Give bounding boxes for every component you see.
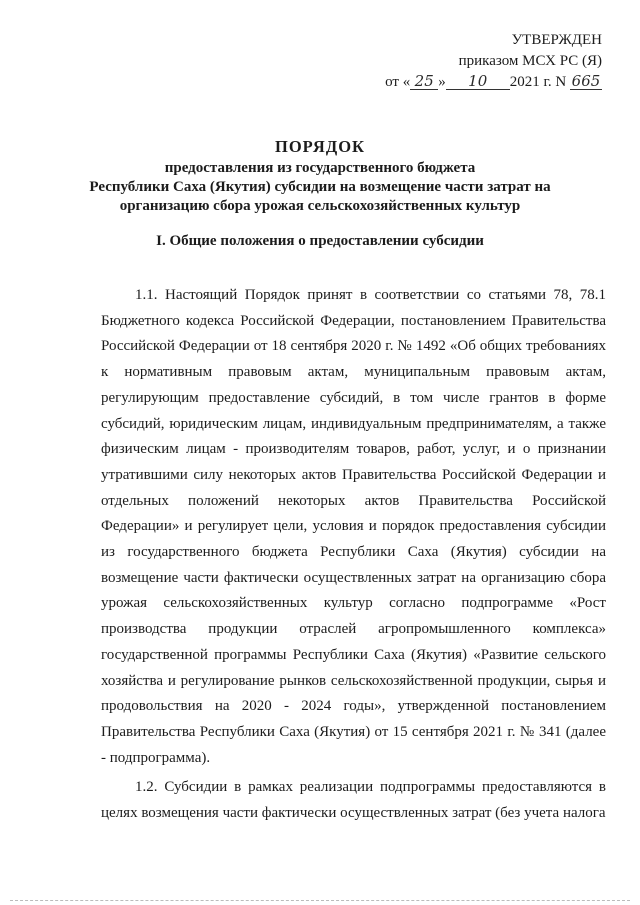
date-year: 2021 г. N bbox=[509, 74, 567, 90]
title-main: ПОРЯДОК bbox=[275, 137, 365, 156]
date-day: 25 bbox=[410, 73, 438, 90]
approval-line2: приказом МСХ РС (Я) bbox=[458, 53, 602, 69]
document-body bbox=[101, 283, 606, 827]
approval-stamp bbox=[385, 30, 602, 93]
document-title bbox=[0, 135, 640, 216]
page-bottom-divider bbox=[10, 900, 630, 901]
order-number: 665 bbox=[571, 72, 601, 90]
section-heading: I. Общие положения о предоставлении субсидии bbox=[156, 233, 484, 249]
date-quote-close: » bbox=[438, 74, 446, 90]
approval-date-line bbox=[385, 72, 602, 93]
title-line3: организацию сбора урожая сельскохозяйственных культур bbox=[119, 198, 521, 214]
date-prefix: от « bbox=[385, 74, 411, 90]
title-line2: Республики Саха (Якутия) субсидии на возмещение части затрат на bbox=[89, 179, 551, 195]
paragraph-1-1: 1.1. Настоящий Порядок принят в соответствии со статьями 78, 78.1 Бюджетного кодекса Российской Федерации, постановлением Правительства Российской Федерации от 18 сентября 2020 г. № 1492 «Об общих требованиях к нормативным правовым актам, муниципальным правовым актам, регулирующим предоставление субсидий, в том числе грантов в форме субсидий, юридическим лицам, индивидуальным предпринимателям, а также физическим лицам - производителям товаров, работ, услуг, и о признании утратившими силу некоторых актов Правительства Российской Федерации и отдельных положений некоторых актов Правительства Российской Федерации» и регулирует цели, условия и порядок предоставления субсидии из государственного бюджета Республики Саха (Якутия) субсидии на возмещение части фактически осуществленных затрат на организацию сбора урожая сельскохозяйственных культур согласно подпрограмме «Рост производства продукции отраслей агропромышленного комплекса» государственной программы Республики Саха (Якутия) «Развитие сельского хозяйства и регулирование рынков сельскохозяйственной продукции, сырья и продовольствия на 2020 - 2024 годы», утвержденной постановлением Правительства Республики Саха (Якутия) от 15 сентября 2021 г. № 341 (далее - подпрограмма). bbox=[101, 287, 606, 766]
title-line1: предоставления из государственного бюджета bbox=[164, 160, 476, 176]
approval-line1: УТВЕРЖДЕН bbox=[511, 32, 602, 48]
paragraph-1-2: 1.2. Субсидии в рамках реализации подпрограммы предоставляются в целях возмещения части фактически осуществленных затрат (без учета налога bbox=[101, 779, 606, 822]
date-month: 10 bbox=[446, 73, 510, 90]
